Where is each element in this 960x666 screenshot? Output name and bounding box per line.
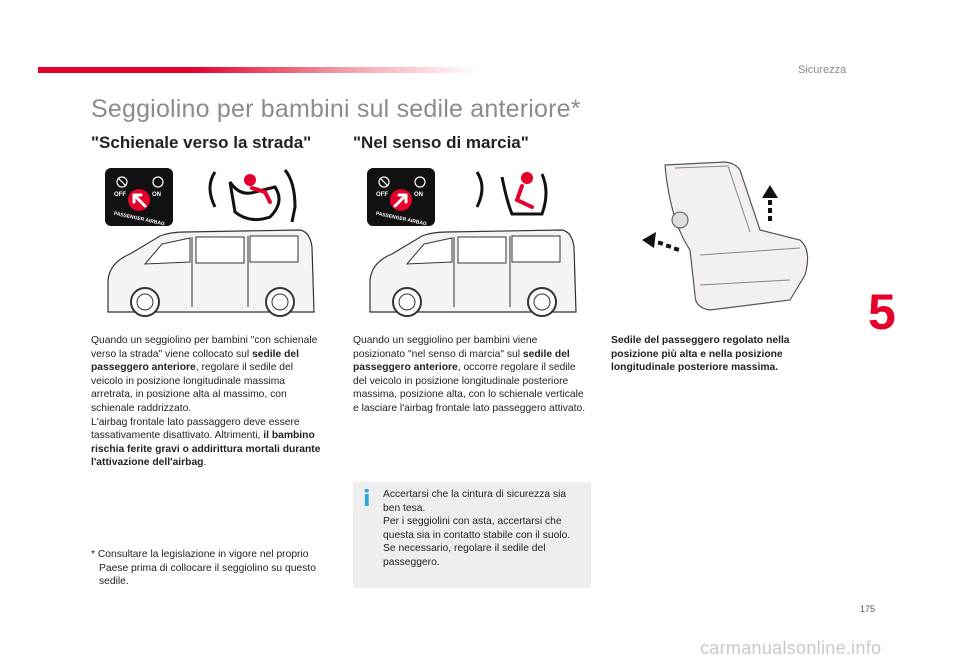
rear-text-4: L'airbag frontale lato passaggero deve essere tassativamente disattivato. Altrimenti, xyxy=(91,416,300,442)
info-text xyxy=(383,488,583,570)
rear-text-6: . xyxy=(203,457,207,469)
arrow-up-icon xyxy=(762,185,778,221)
van-illustration-right xyxy=(370,230,576,316)
seat-caption: Sedile del passeggero regolato nella posizione più alta e nella posizione longitudinale posteriore massima. xyxy=(611,335,790,374)
off-label: OFF xyxy=(376,192,388,198)
footnote: * Consultare la legislazione in vigore nel proprio Paese prima di collocare il seggiolino su questo sedile. xyxy=(91,549,316,588)
airbag-label: PASSENGER AIRBAG xyxy=(375,210,428,228)
page-title: Seggiolino per bambini sul sedile anteriore* xyxy=(91,95,581,123)
rear-warning-bold: il bambino rischia ferite gravi o addirittura mortali durante l'attivazione dell'airbag xyxy=(91,430,321,469)
airbag-indicator-left xyxy=(105,168,173,227)
seat-knob-icon xyxy=(672,212,688,228)
heading-forward-facing: "Nel senso di marcia" xyxy=(353,133,529,152)
van-illustration-left xyxy=(108,230,314,316)
arrow-back-icon xyxy=(642,232,679,252)
header-accent-bar xyxy=(38,67,478,73)
rear-text-3: , regolare il sedile del veicolo in posizione longitudinale massima arretrata, in posizione alta al massimo, con schienale raddrizzato. xyxy=(91,362,294,414)
section-label: Sicurezza xyxy=(798,64,847,76)
rear-facing-illustration xyxy=(100,162,320,322)
heading-rear-facing: "Schienale verso la strada" xyxy=(91,133,312,152)
page-number: 175 xyxy=(860,604,876,614)
forward-text-1: Quando un seggiolino per bambini viene posizionato "nel senso di marcia" sul xyxy=(353,335,538,360)
watermark: carmanualsonline.info xyxy=(700,638,882,658)
rear-text-1: Quando un seggiolino per bambini "con schienale verso la strada" viene collocato sul xyxy=(91,335,318,360)
rear-facing-instructions xyxy=(91,334,327,470)
airbag-indicator-right xyxy=(367,168,435,227)
info-box xyxy=(353,482,591,588)
off-label: OFF xyxy=(114,192,126,198)
rear-facing-child-seat-icon xyxy=(210,170,295,222)
on-label: ON xyxy=(152,192,161,198)
forward-facing-child-seat-icon xyxy=(477,172,546,214)
info-line-2: Per i seggiolini con asta, accertarsi che questa sia in contatto stabile con il suolo. Se necessario, regolare il sedile del passeggero. xyxy=(383,516,571,568)
info-icon: i xyxy=(363,487,371,512)
info-line-1: Accertarsi che la cintura di sicurezza sia ben tesa. xyxy=(383,489,567,514)
forward-facing-instructions xyxy=(353,334,591,416)
chapter-number: 5 xyxy=(868,284,896,340)
on-label: ON xyxy=(414,192,423,198)
forward-text-2-bold: sedile del passeggero anteriore xyxy=(353,348,570,374)
airbag-label: PASSENGER AIRBAG xyxy=(113,210,166,228)
rear-text-2-bold: sedile del passeggero anteriore xyxy=(91,348,299,374)
forward-text-3: , occorre regolare il sedile del veicolo in posizione longitudinale posteriore massima, posizione alta, con lo schienale verticale e lasciare l'airbag frontale lato passeggero attivato. xyxy=(353,362,586,414)
passenger-seat-illustration xyxy=(640,160,820,320)
forward-facing-illustration xyxy=(362,162,582,322)
